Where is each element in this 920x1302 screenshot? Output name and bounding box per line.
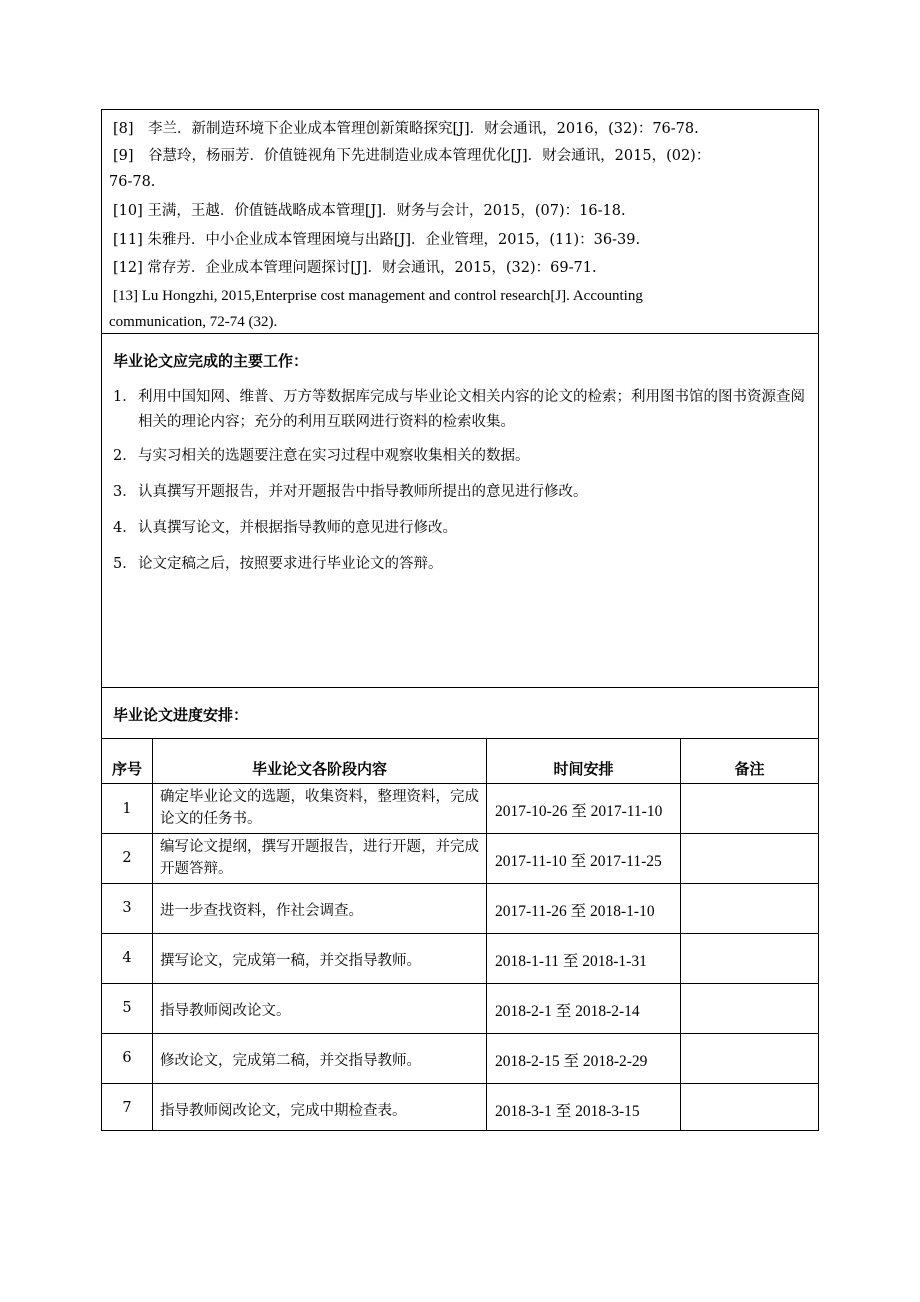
divider [102,833,818,834]
time-range: 2018-2-15 至 2018-2-29 [495,1053,648,1070]
header-time: 时间安排 [553,760,614,778]
task-item [113,480,813,505]
task-text: 论文定稿之后，按照要求进行毕业论文的答辩。 [138,556,443,572]
reference-9-continued: 76-78. [109,174,156,190]
divider [102,883,818,884]
stage-content: 撰写论文，完成第一稿，并交指导教师。 [160,953,421,969]
task-number: 5． [113,556,137,572]
schedule-title: 毕业论文进度安排： [113,706,249,724]
stage-content: 修改论文，完成第二稿，并交指导教师。 [160,1053,421,1069]
document-table [101,109,819,1131]
reference-12: [12] 常存芳．企业成本管理问题探讨[J]．财会通讯，2015，(32)：69-71. [113,260,597,276]
stage-content: 指导教师阅改论文，完成中期检查表。 [160,1103,407,1119]
task-text: 利用中国知网、维普、万方等数据库完成与毕业论文相关内容的论文的检索；利用图书馆的图书资源查阅相关的理论内容；充分的利用互联网进行资料的检索收集。 [138,389,805,430]
task-number: 4． [113,520,137,536]
header-note: 备注 [734,760,765,778]
main-work-title: 毕业论文应完成的主要工作： [113,352,309,370]
task-item [113,385,813,435]
divider [102,983,818,984]
reference-11: [11] 朱雅丹．中小企业成本管理困境与出路[J]．企业管理，2015，(11)：36-39. [113,232,641,248]
task-text: 认真撰写开题报告，并对开题报告中指导教师所提出的意见进行修改。 [138,484,588,500]
column-divider [680,738,681,1131]
row-number: 5 [122,1000,132,1016]
stage-content: 确定毕业论文的选题，收集资料，整理资料，完成论文的任务书。 [160,789,479,827]
task-item [113,444,813,469]
header-content: 毕业论文各阶段内容 [251,760,387,778]
task-item [113,552,813,577]
task-number: 3． [113,484,137,500]
header-no: 序号 [111,760,142,778]
time-range: 2017-11-26 至 2018-1-10 [495,903,655,920]
stage-content: 编写论文提纲，撰写开题报告，进行开题，并完成开题答辩。 [160,839,479,877]
row-number: 3 [122,900,132,916]
divider [102,933,818,934]
column-divider [486,738,487,1131]
divider [102,333,818,334]
divider [102,783,818,784]
row-number: 7 [122,1100,132,1116]
divider [102,687,818,688]
reference-9: [9] 谷慧玲，杨丽芳．价值链视角下先进制造业成本管理优化[J]．财会通讯，2015，(02)： [113,148,711,164]
time-range: 2018-2-1 至 2018-2-14 [495,1003,640,1020]
reference-10: [10] 王满，王越．价值链战略成本管理[J]．财务与会计，2015，(07)：16-18. [113,203,626,219]
task-text: 认真撰写论文，并根据指导教师的意见进行修改。 [138,520,457,536]
column-divider [152,738,153,1131]
divider [102,1083,818,1084]
task-text: 与实习相关的选题要注意在实习过程中观察收集相关的数据。 [138,448,530,464]
reference-13: [13] Lu Hongzhi, 2015,Enterprise cost management and control research[J]. Accounting [113,288,643,304]
task-number: 1． [113,389,137,405]
reference-8: [8] 李兰．新制造环境下企业成本管理创新策略探究[J]．财会通讯，2016，(32)：76-78. [113,121,699,137]
divider [102,738,818,739]
stage-content: 进一步查找资料，作社会调查。 [160,903,363,919]
task-item [113,516,813,541]
time-range: 2017-11-10 至 2017-11-25 [495,853,662,870]
row-number: 2 [122,850,132,866]
divider [102,1033,818,1034]
time-range: 2017-10-26 至 2017-11-10 [495,803,663,820]
time-range: 2018-3-1 至 2018-3-15 [495,1103,640,1120]
time-range: 2018-1-11 至 2018-1-31 [495,953,647,970]
stage-content: 指导教师阅改论文。 [160,1003,291,1019]
row-number: 6 [122,1050,132,1066]
row-number: 1 [122,801,132,817]
reference-13-continued: communication, 72-74 (32). [109,314,278,330]
row-number: 4 [122,950,132,966]
task-number: 2． [113,448,137,464]
